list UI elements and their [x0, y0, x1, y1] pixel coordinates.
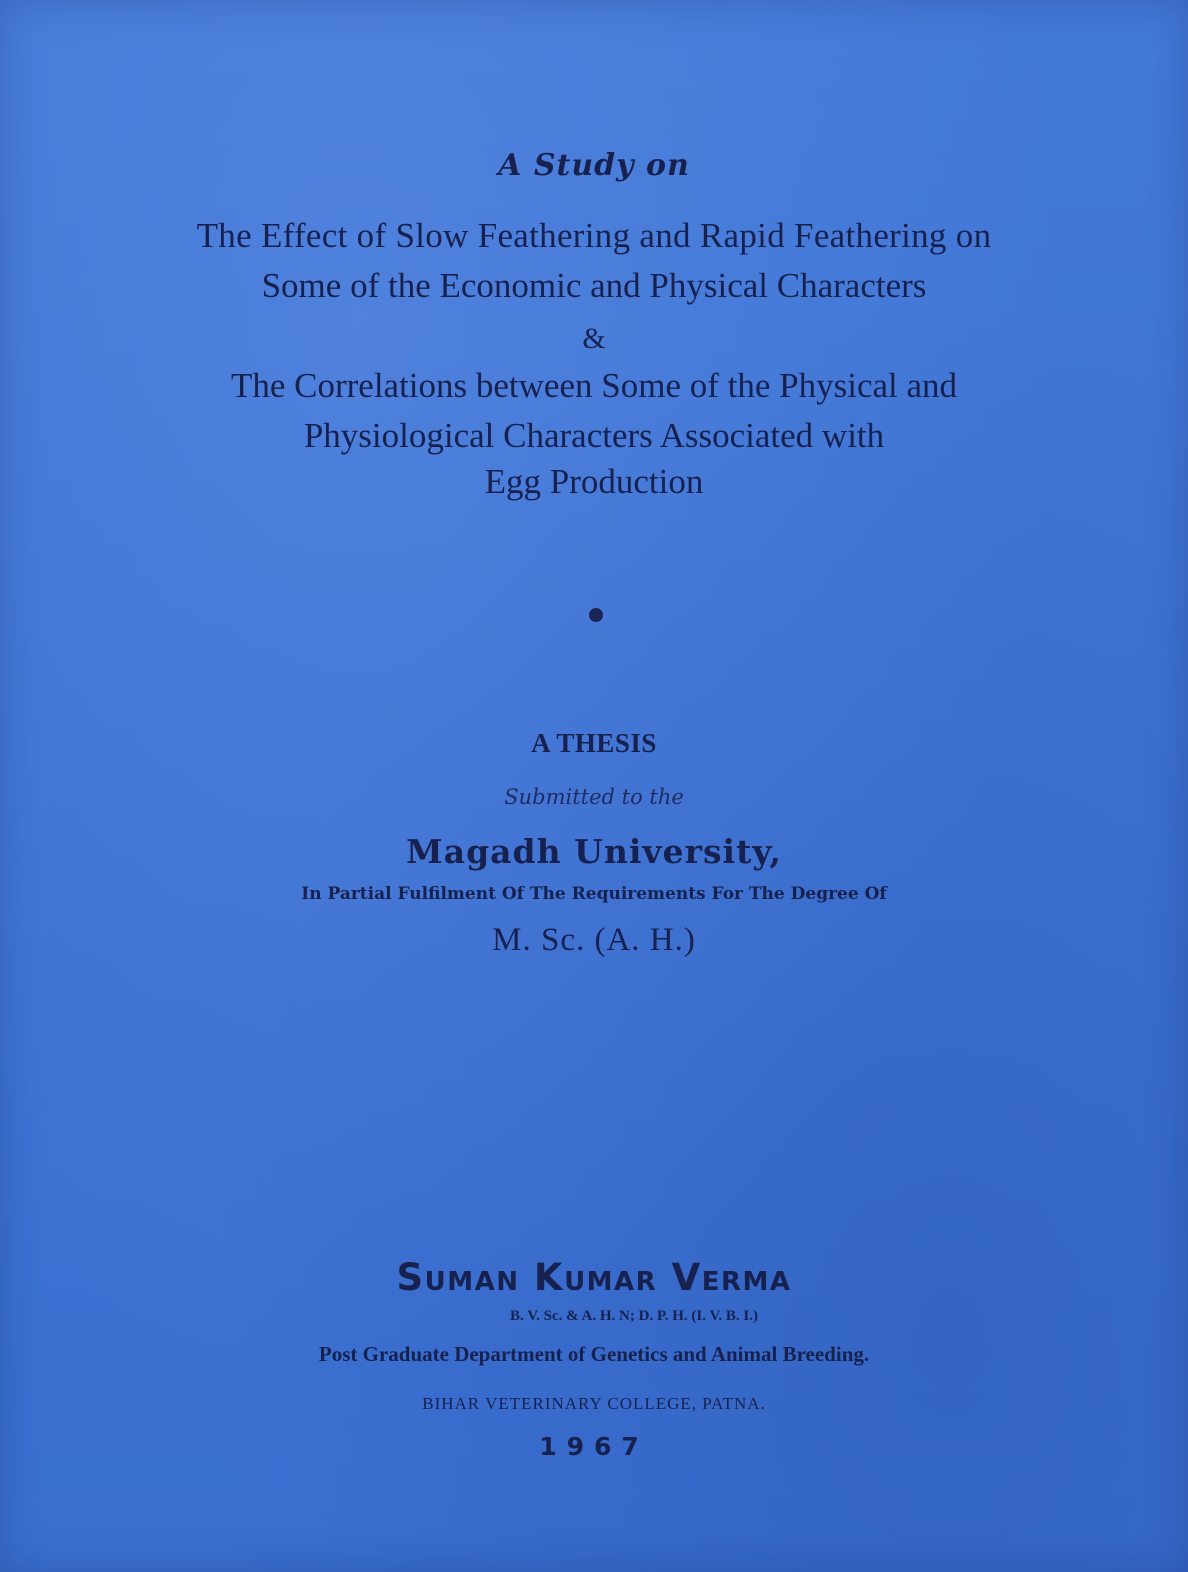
author-qualifications: B. V. Sc. & A. H. N; D. P. H. (I. V. B. I.)	[510, 1308, 758, 1324]
thesis-label: A THESIS	[531, 728, 657, 758]
department-name: Post Graduate Department of Genetics and Animal Breeding.	[318, 1342, 870, 1366]
publication-year: 1967	[539, 1432, 649, 1461]
submitted-to: Submitted to the	[504, 785, 684, 809]
university-name: Magadh University,	[406, 832, 782, 871]
title-line-5: Egg Production	[484, 462, 704, 501]
bullet-ornament	[589, 608, 603, 622]
degree-requirement: In Partial Fulfilment Of The Requirements For The Degree Of	[301, 884, 887, 904]
cover-heading: A Study on	[498, 148, 690, 183]
title-line-4: Physiological Characters Associated with	[303, 416, 885, 455]
title-line-3: The Correlations between Some of the Physical and	[230, 366, 958, 405]
degree-name: M. Sc. (A. H.)	[492, 922, 696, 958]
author-name: Suman Kumar Verma	[396, 1256, 792, 1299]
title-line-2: Some of the Economic and Physical Characters	[261, 266, 927, 305]
title-ampersand: &	[582, 322, 606, 355]
college-name: BIHAR VETERINARY COLLEGE, PATNA.	[422, 1394, 766, 1413]
title-line-1: The Effect of Slow Feathering and Rapid Feathering on	[196, 216, 992, 255]
